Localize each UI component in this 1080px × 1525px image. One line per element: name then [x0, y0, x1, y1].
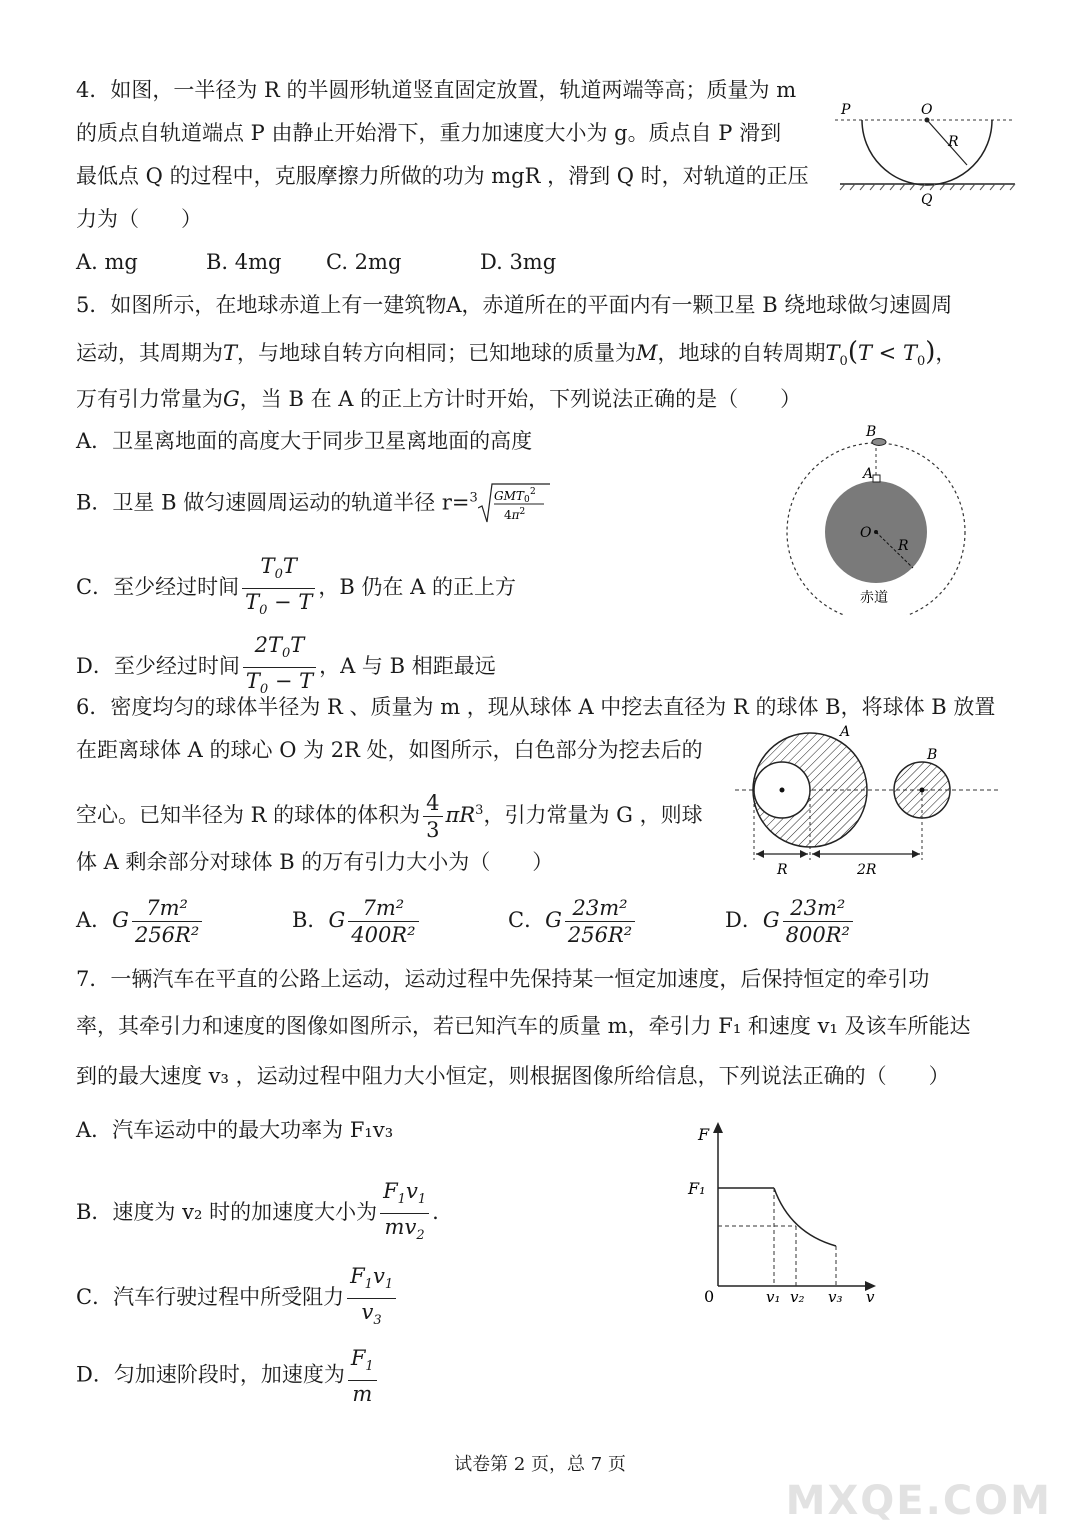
q4-line1: 4．如图，一半径为 R 的半圆形轨道竖直固定放置，轨道两端等高；质量为 m	[76, 78, 797, 102]
svg-text:4π2: $4\pi^2$	[503, 507, 526, 522]
q7-label-v: v	[866, 1288, 875, 1306]
q7-option-c: C．汽车行驶过程中所受阻力 $\frac{F_1v_1}{v_3}$	[76, 1263, 399, 1334]
q6-label-r: R	[777, 862, 788, 878]
q5-option-c: C．至少经过时间 $\frac{T_0T}{T_0 - T}$ ，B 仍在 A 的正上方	[76, 554, 516, 619]
q4-line4: 力为（ ）	[76, 207, 202, 231]
q6-option-c: C．G $\frac{\text{23m²}}{\text{256R²}}$	[508, 895, 638, 948]
q4-line2: 的质点自轨道端点 P 由静止开始滑下，重力加速度大小为 g。质点自 P 滑到	[76, 121, 782, 145]
q4-label-o: O	[921, 102, 933, 118]
q6-line3: 空心。已知半径为 R 的球体的体积为 $\frac{4}{3}$ $\pi R^3$，引力常量为 G ，则球	[76, 791, 703, 842]
q4-figure	[835, 98, 1020, 208]
q7-line2: 率，其牵引力和速度的图像如图所示，若已知汽车的质量 m，牵引力 F₁ 和速度 v₁ 及该车所能达	[76, 1014, 971, 1038]
q6-figure	[735, 722, 1005, 880]
q5-label-b: B	[866, 424, 877, 440]
q7-label-f: F	[698, 1125, 710, 1144]
q5-line2: 运动，其周期为T，与地球自转方向相同；已知地球的质量为M，地球的自转周期$T_0(T < T_0)$，	[76, 337, 957, 370]
q6-option-a: A．G $\frac{\text{7m²}}{\text{256R²}}$	[76, 895, 205, 948]
q6-label-b: B	[927, 747, 938, 763]
watermark: MXQE.COM	[785, 1478, 1052, 1524]
q4-label-q: Q	[921, 192, 933, 208]
q5-option-d: D．至少经过时间 $\frac{2T_0T}{T_0 - T}$ ，A 与 B 相距最远	[76, 633, 496, 698]
q7-line3: 到的最大速度 v₃ ，运动过程中阻力大小恒定，则根据图像所给信息，下列说法正确的（ ）	[76, 1064, 950, 1088]
q5-option-b: B．卫星 B 做匀速圆周运动的轨道半径 r=$^3$ GMT 0 2 $4\pi^2$	[76, 482, 550, 526]
q7-label-v3: v₃	[828, 1288, 843, 1306]
page-footer: 试卷第 2 页，总 7 页	[454, 1454, 626, 1475]
q5-label-o: O	[860, 525, 872, 541]
q6-label-a: A	[840, 724, 851, 740]
q4-option-d: D. 3mg	[480, 250, 557, 274]
q6-line4: 体 A 剩余部分对球体 B 的万有引力大小为（ ）	[76, 850, 554, 874]
q6-option-d: D．G $\frac{\text{23m²}}{\text{800R²}}$	[725, 895, 856, 948]
q5-figure	[780, 420, 980, 615]
svg-text:0: 0	[523, 495, 530, 505]
q6-label-2r: 2R	[857, 862, 877, 878]
q7-option-a: A．汽车运动中的最大功率为 F₁v₃	[76, 1118, 394, 1142]
q4-option-b: B. 4mg	[206, 250, 282, 274]
q4-line3: 最低点 Q 的过程中，克服摩擦力所做的功为 mgR ，滑到 Q 时，对轨道的正压	[76, 164, 809, 188]
svg-text:2: 2	[529, 487, 536, 497]
q5-label-equator: 赤道	[860, 590, 888, 606]
q5-line3: 万有引力常量为G，当 B 在 A 的正上方计时开始，下列说法正确的是（ ）	[76, 387, 802, 411]
q7-option-b: B．速度为 v₂ 时的加速度大小为 $\frac{F_1v_1}{mv_2}$ .	[76, 1179, 439, 1244]
q7-label-v1: v₁	[766, 1288, 781, 1306]
q4-label-r: R	[948, 134, 959, 150]
q4-option-a: A. mg	[76, 250, 138, 274]
q7-option-d: D．匀加速阶段时，加速度为 $\frac{F_1}{m}$	[76, 1345, 380, 1407]
q6-option-b: B．G $\frac{\text{7m²}}{\text{400R²}}$	[292, 895, 422, 948]
q4-label-p: P	[841, 102, 851, 118]
svg-text:GMT: GMT	[493, 489, 524, 503]
q7-figure	[680, 1118, 890, 1308]
q7-label-v2: v₂	[790, 1288, 805, 1306]
q7-label-zero: 0	[704, 1287, 715, 1306]
q5-label-a: A	[863, 466, 874, 482]
q5-label-r: R	[898, 538, 909, 554]
q6-line1: 6．密度均匀的球体半径为 R 、质量为 m ，现从球体 A 中挖去直径为 R 的球体 B，将球体 B 放置	[76, 695, 996, 719]
q6-line2: 在距离球体 A 的球心 O 为 2R 处，如图所示，白色部分为挖去后的	[76, 738, 703, 762]
q5-option-a: A．卫星离地面的高度大于同步卫星离地面的高度	[76, 429, 533, 453]
q4-option-c: C. 2mg	[326, 250, 402, 274]
q7-label-f1: F₁	[688, 1179, 706, 1198]
q5-line1: 5．如图所示，在地球赤道上有一建筑物A，赤道所在的平面内有一颗卫星 B 绕地球做匀速圆周	[76, 293, 953, 317]
q7-line1: 7．一辆汽车在平直的公路上运动，运动过程中先保持某一恒定加速度，后保持恒定的牵引功	[76, 967, 930, 991]
